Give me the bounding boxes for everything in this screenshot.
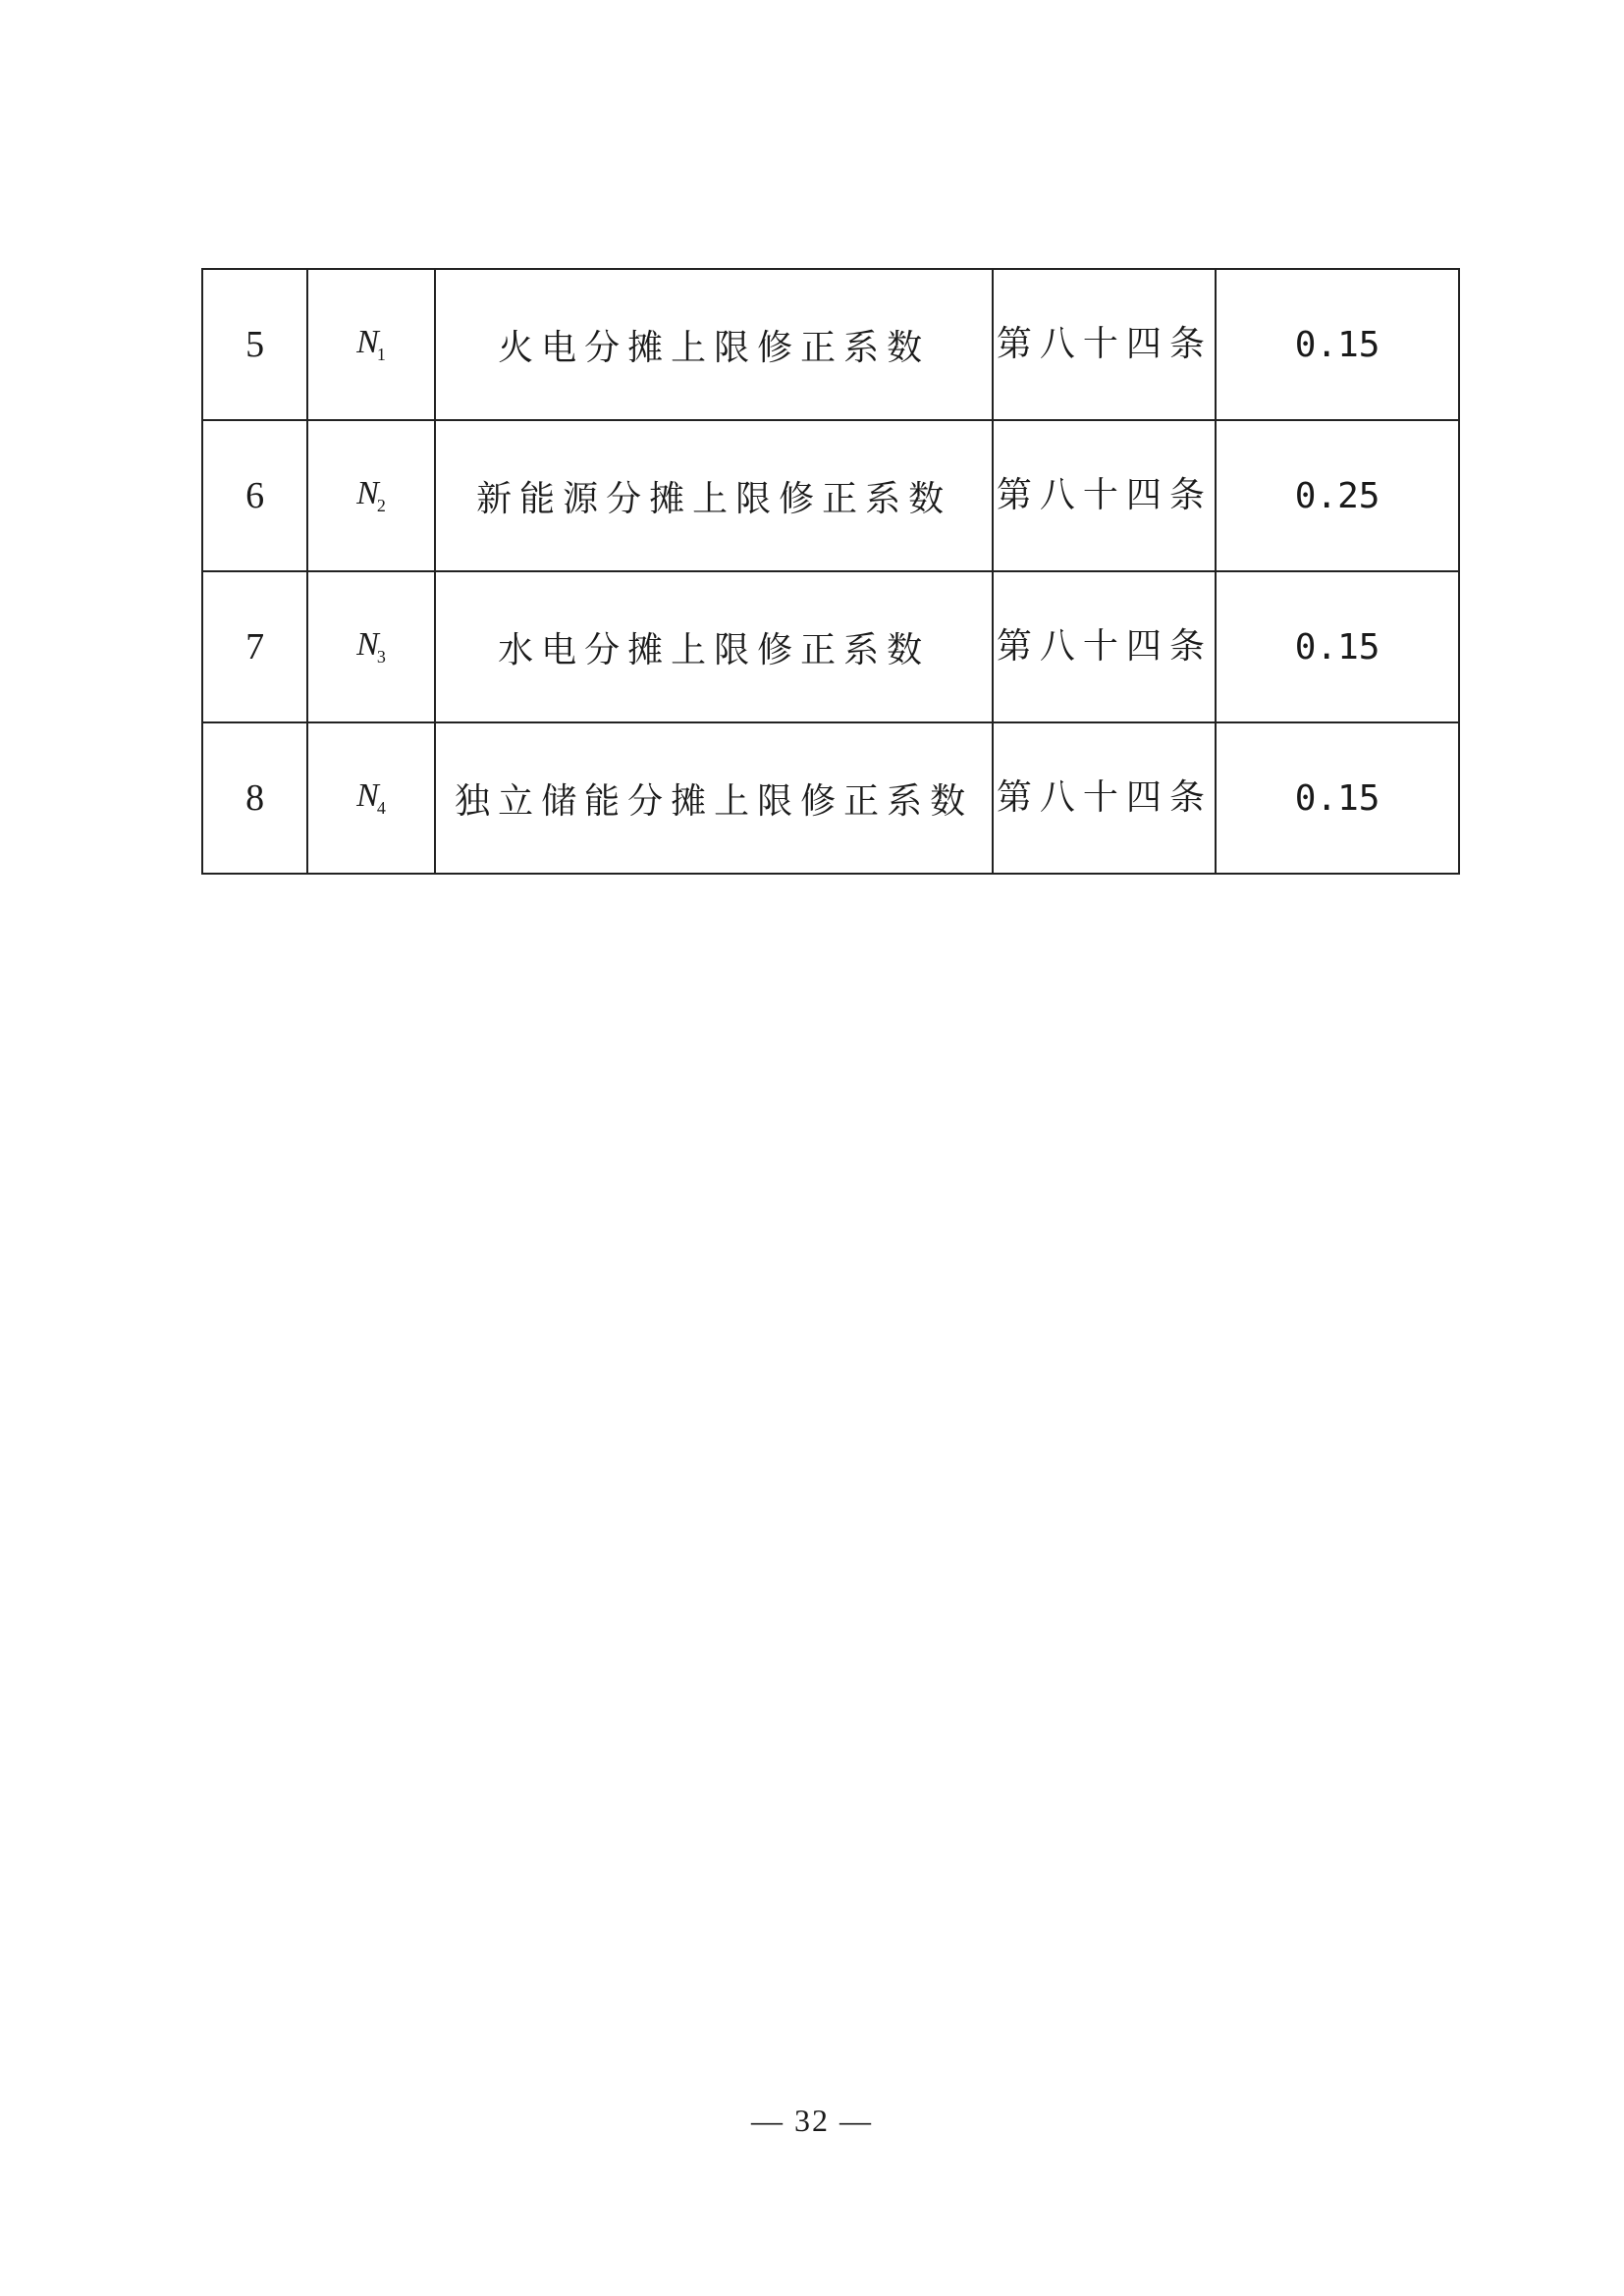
row-number: 8 xyxy=(202,722,307,874)
coefficient-value: 0.15 xyxy=(1216,722,1459,874)
table-row xyxy=(202,269,1459,420)
coefficient-name: 新能源分摊上限修正系数 xyxy=(435,420,994,571)
coefficient-name: 火电分摊上限修正系数 xyxy=(435,269,994,420)
row-number: 6 xyxy=(202,420,307,571)
coefficient-value: 0.15 xyxy=(1216,571,1459,722)
clause-reference: 第八十四条 xyxy=(993,722,1216,874)
row-number: 5 xyxy=(202,269,307,420)
row-number: 7 xyxy=(202,571,307,722)
coefficient-name: 水电分摊上限修正系数 xyxy=(435,571,994,722)
symbol: $N_2$ xyxy=(356,475,386,515)
table-row xyxy=(202,420,1459,571)
symbol-cell xyxy=(307,722,434,874)
clause-reference: 第八十四条 xyxy=(993,269,1216,420)
parameter-table xyxy=(201,268,1460,875)
clause-reference: 第八十四条 xyxy=(993,571,1216,722)
symbol: $N_1$ xyxy=(356,324,386,364)
clause-reference: 第八十四条 xyxy=(993,420,1216,571)
table-row xyxy=(202,722,1459,874)
symbol-cell xyxy=(307,269,434,420)
table-row xyxy=(202,571,1459,722)
symbol: $N_4$ xyxy=(356,777,386,818)
coefficient-name: 独立储能分摊上限修正系数 xyxy=(435,722,994,874)
symbol-cell xyxy=(307,571,434,722)
coefficient-value: 0.25 xyxy=(1216,420,1459,571)
symbol: $N_3$ xyxy=(356,626,386,667)
page-number: — 32 — xyxy=(751,2103,873,2138)
symbol-cell xyxy=(307,420,434,571)
coefficient-value: 0.15 xyxy=(1216,269,1459,420)
